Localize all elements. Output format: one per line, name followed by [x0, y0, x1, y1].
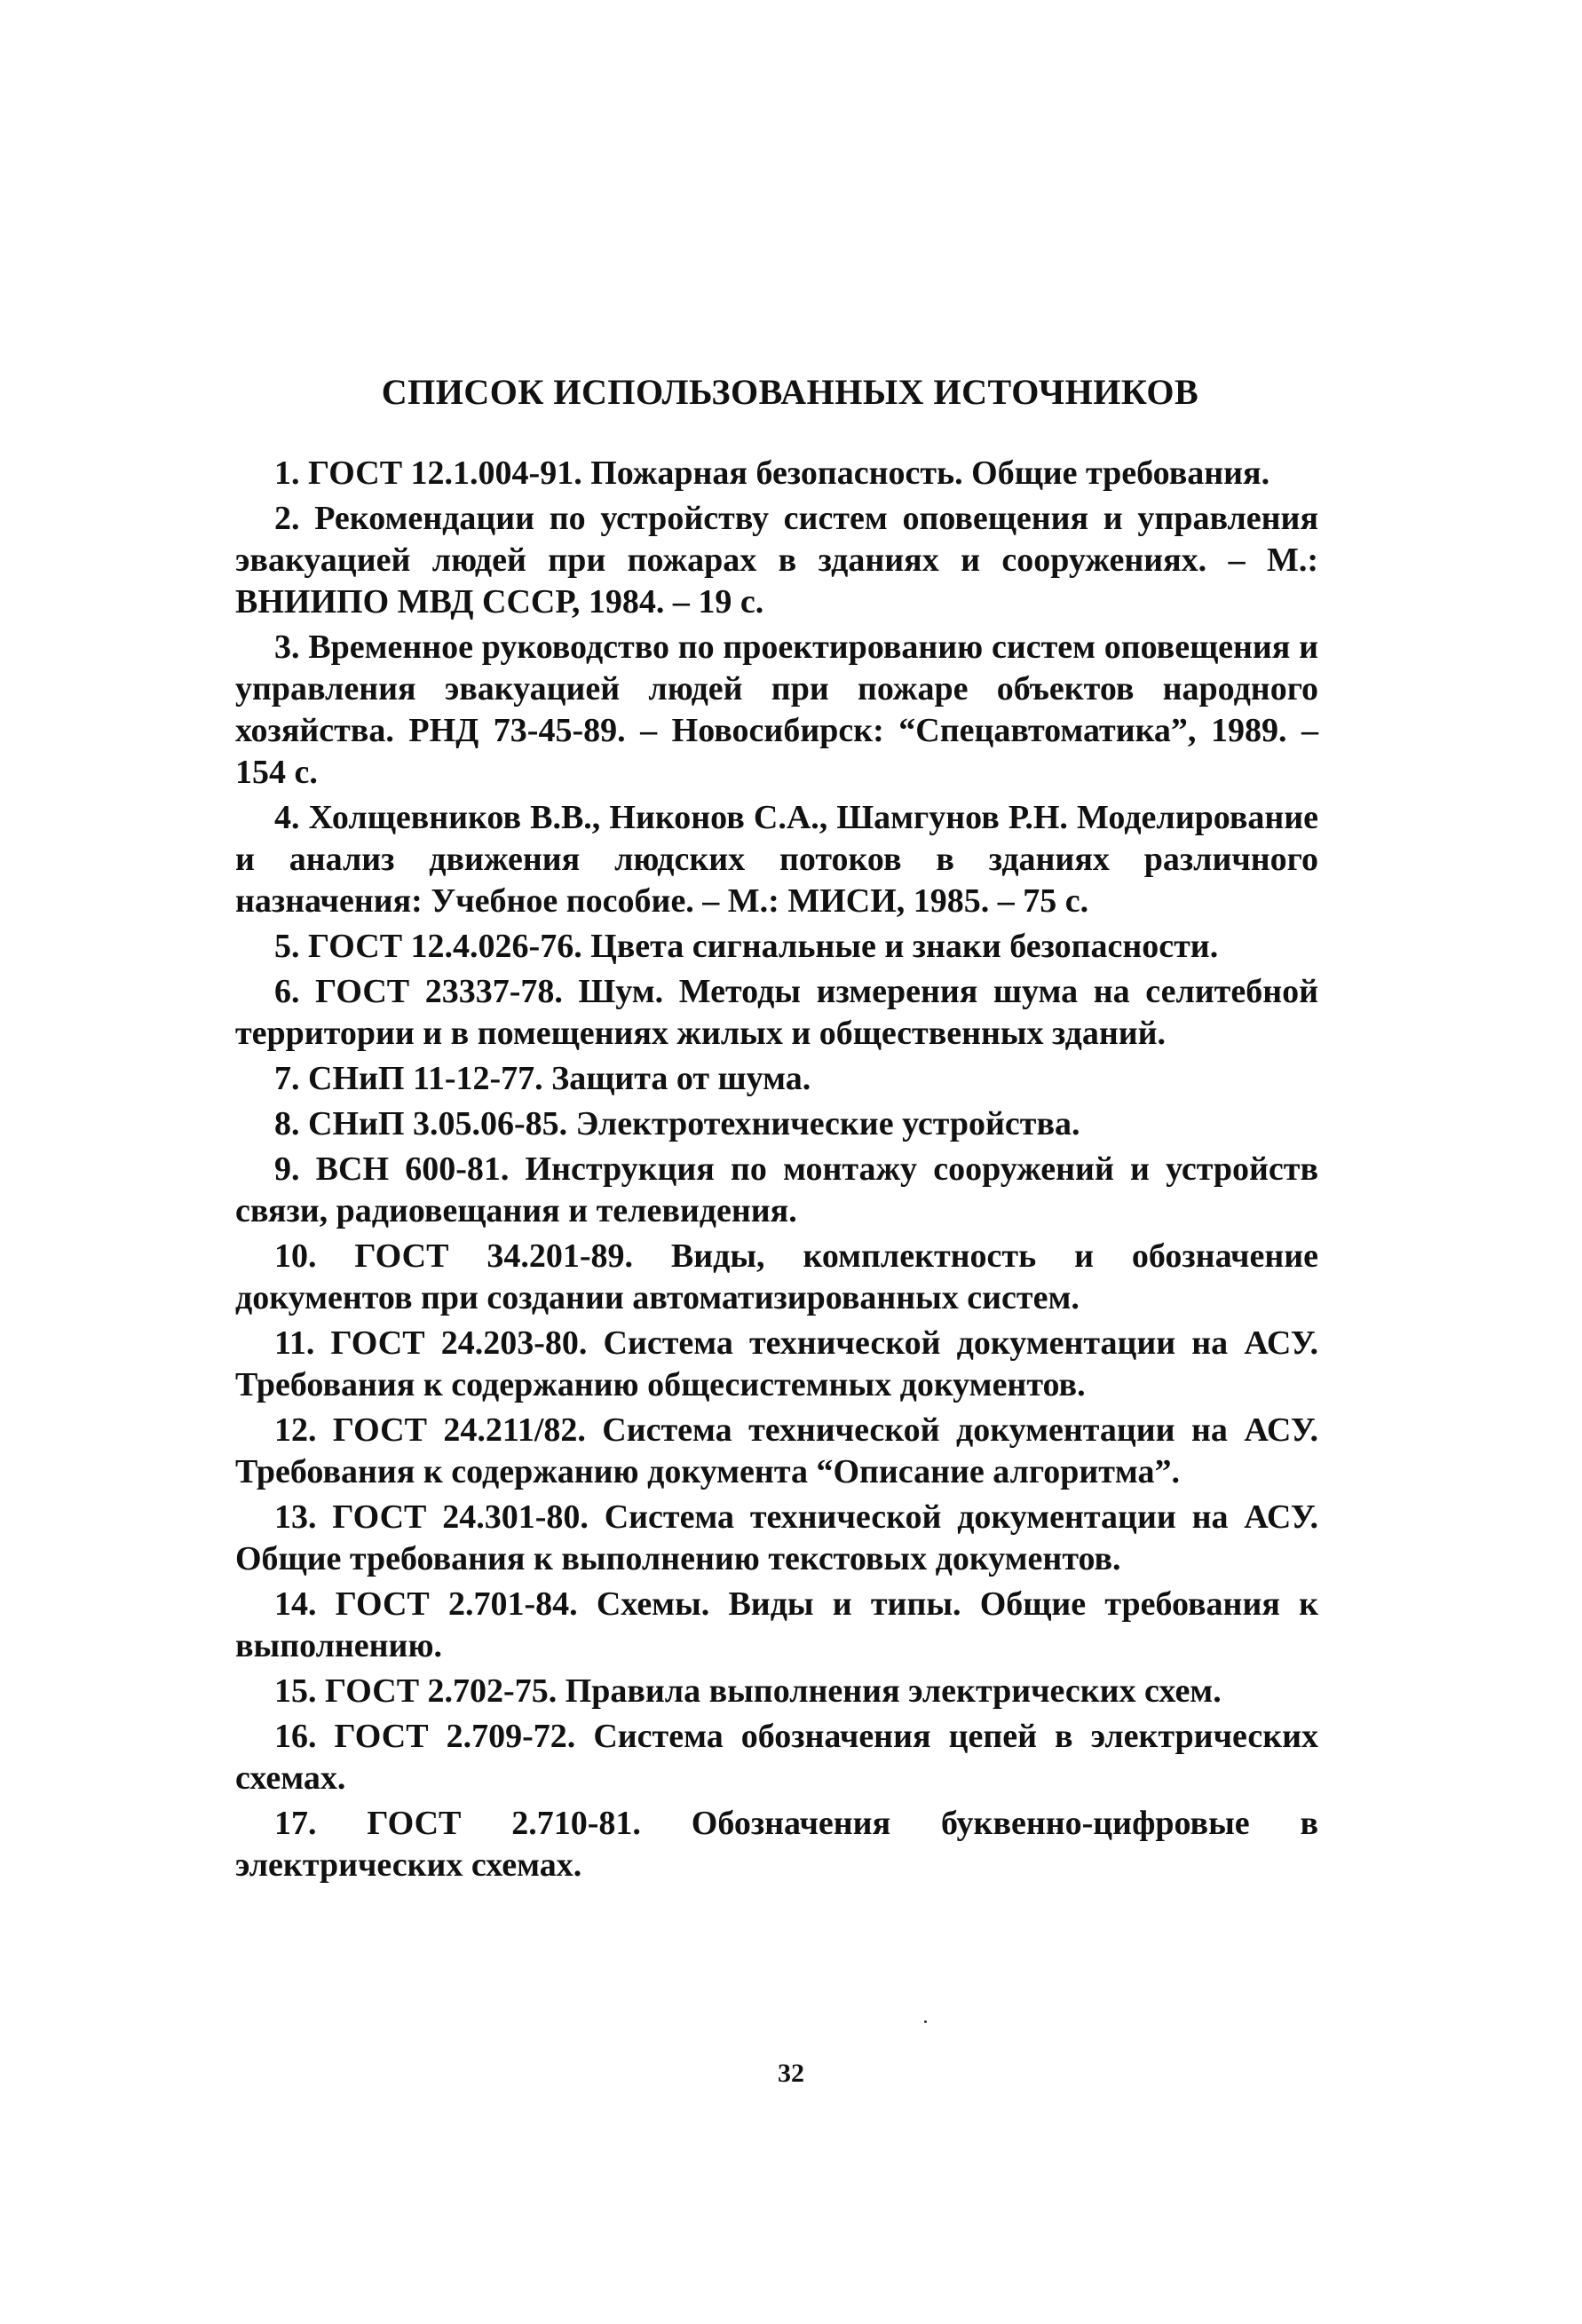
- reference-item-3: 3. Временное руководство по проектированию систем оповещения и управления эвакуацией людей при пожаре объектов народного хозяйства. РНД 73-45-89. – Новосибирск: “Спецавтоматика”, 1989. – 154 с.: [235, 628, 1318, 791]
- reference-item-10: 10. ГОСТ 34.201-89. Виды, комплектность и обозначение документов при создании автоматизированных систем.: [235, 1237, 1318, 1316]
- reference-item-2: 2. Рекомендации по устройству систем оповещения и управления эвакуацией людей при пожарах в зданиях и сооружениях. – М.: ВНИИПО МВД СССР, 1984. – 19 с.: [235, 500, 1318, 621]
- reference-item-9: 9. ВСН 600-81. Инструкция по монтажу сооружений и устройств связи, радиовещания и телевидения.: [235, 1150, 1318, 1229]
- page-number: 32: [778, 2059, 804, 2088]
- reference-item-7: 7. СНиП 11-12-77. Защита от шума.: [274, 1060, 811, 1097]
- reference-item-16: 16. ГОСТ 2.709-72. Система обозначения цепей в электрических схемах.: [235, 1718, 1318, 1797]
- reference-item-5: 5. ГОСТ 12.4.026-76. Цвета сигнальные и знаки безопасности.: [274, 928, 1219, 965]
- page-title: СПИСОК ИСПОЛЬЗОВАННЫХ ИСТОЧНИКОВ: [381, 372, 1199, 412]
- reference-item-12: 12. ГОСТ 24.211/82. Система технической документации на АСУ. Требования к содержанию документа “Описание алгоритма”.: [235, 1411, 1318, 1490]
- reference-item-17: 17. ГОСТ 2.710-81. Обозначения буквенно-цифровые в электрических схемах.: [235, 1805, 1318, 1884]
- reference-list: [235, 453, 1318, 1890]
- reference-item-15: 15. ГОСТ 2.702-75. Правила выполнения электрических схем.: [274, 1672, 1222, 1710]
- reference-item-8: 8. СНиП 3.05.06-85. Электротехнические устройства.: [274, 1105, 1080, 1142]
- reference-item-1: 1. ГОСТ 12.1.004-91. Пожарная безопасность. Общие требования.: [274, 455, 1270, 492]
- reference-item-13: 13. ГОСТ 24.301-80. Система технической документации на АСУ. Общие требования к выполнению текстовых документов.: [235, 1498, 1318, 1577]
- reference-item-11: 11. ГОСТ 24.203-80. Система технической документации на АСУ. Требования к содержанию общесистемных документов.: [235, 1324, 1318, 1403]
- reference-item-4: 4. Холщевников В.В., Никонов С.А., Шамгунов Р.Н. Моделирование и анализ движения людских потоков в зданиях различного назначения: Учебное пособие. – М.: МИСИ, 1985. – 75 с.: [235, 799, 1318, 920]
- reference-item-6: 6. ГОСТ 23337-78. Шум. Методы измерения шума на селитебной территории и в помещениях жилых и общественных зданий.: [235, 973, 1318, 1052]
- reference-item-14: 14. ГОСТ 2.701-84. Схемы. Виды и типы. Общие требования к выполнению.: [235, 1585, 1318, 1664]
- scan-speck: [924, 2020, 927, 2023]
